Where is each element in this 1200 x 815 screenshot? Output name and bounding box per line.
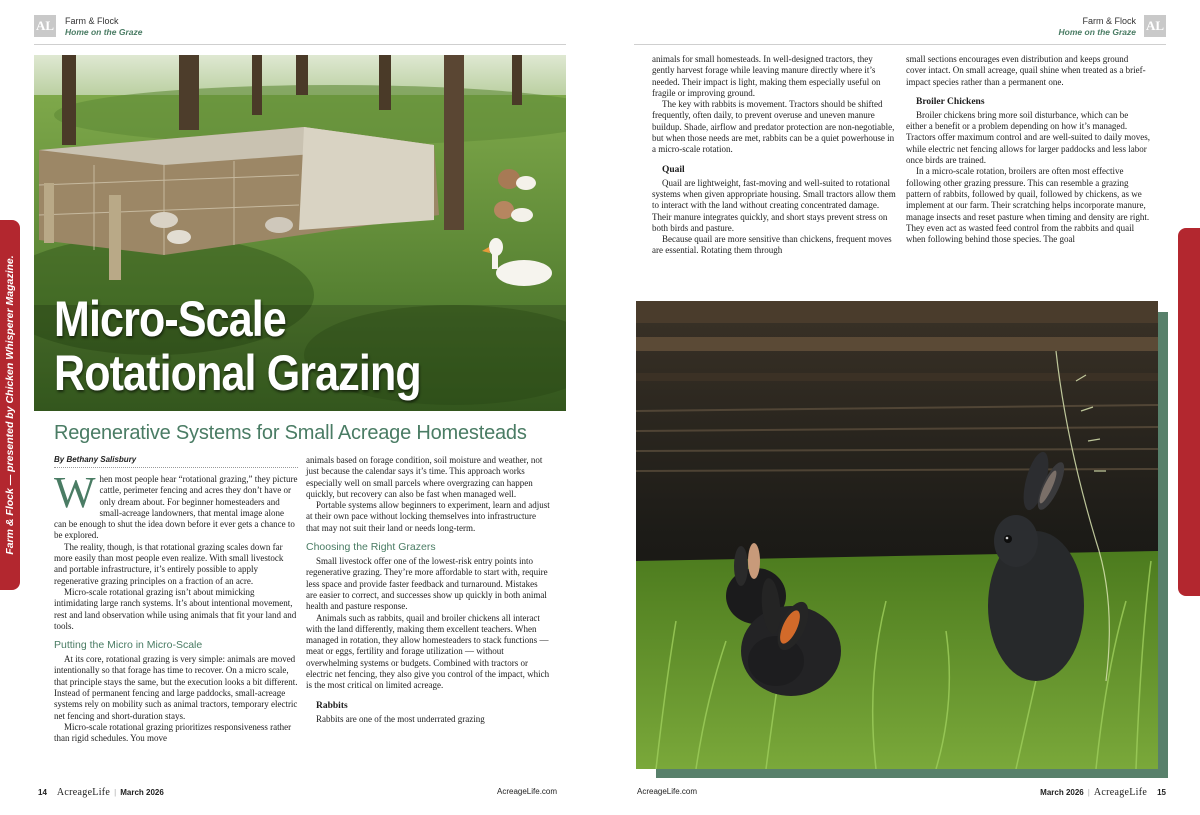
section-heading: Choosing the Right Grazers — [306, 541, 436, 554]
paragraph: In a micro-scale rotation, broilers are often most effective following other grazing pressure. This can resemble a grazing pattern of rabbits, followed by quail, followed by chickens, as we implement at our farm. Their scratching helps incorporate manure, manage insects and reset pasture when timing and density are right. They even act as wasted feed control from the rabbits and quail when following behind those species. The goal — [906, 166, 1150, 245]
rabbit-photo — [636, 301, 1158, 769]
paragraph: small sections encourages even distribution and keeps ground cover intact. On small acreage, quail shine when treated as a brief-impact species rather than a permanent one. — [906, 54, 1146, 87]
footer-brand: AcreageLife — [1093, 787, 1148, 798]
paragraph: Portable systems allow beginners to experiment, learn and adjust at their own pace without locking themselves into infrastructure that may not suit their land or needs long-term. — [306, 500, 550, 533]
paragraph: Rabbits are one of the most underrated grazing — [316, 713, 485, 724]
footer-brand: AcreageLife — [56, 787, 111, 798]
text-column-4 — [906, 54, 1150, 245]
subsection-heading: Broiler Chickens — [916, 96, 985, 107]
paragraph: Animals such as rabbits, quail and broiler chickens all interact with the land differently, making them excellent teachers. When managed in rotation, they allow homesteaders to stack functions — meat or eggs, fertility and forage utilization — without overwhelming systems or budgets. Combined with tractors or electric net fencing, they also give you control of the impact, which is the most critical on limited acreage. — [306, 612, 550, 691]
article-title-line1: Micro-Scale — [54, 291, 286, 347]
subsection-heading: Quail — [662, 164, 685, 175]
paragraph: Because quail are more sensitive than chickens, frequent moves are essential. Rotating them through — [652, 234, 892, 256]
header-rule — [634, 44, 1166, 45]
footer-right: March 2026 | AcreageLife 15 — [1040, 787, 1166, 798]
section-name: Farm & Flock — [1082, 16, 1136, 26]
side-tab-text: Farm & Flock — presented by Chicken Whisperer Magazine. — [4, 255, 16, 555]
paragraph: At its core, rotational grazing is very simple: animals are moved intentionally so that forage has time to recover. On a micro scale, that principle stays the same, but the execution looks a bit different. Instead of permanent fencing and large paddocks, small-acreage systems rely on mobility such as animal tractors, temporary electric net fencing and short-duration stays. — [54, 654, 298, 721]
footer-website-right: AcreageLife.com — [637, 787, 698, 796]
page-number: 14 — [38, 788, 47, 797]
article-title — [54, 292, 421, 400]
paragraph: Quail are lightweight, fast-moving and well-suited to rotational systems when given appropriate housing. Small tractors allow them to interact with the land without creating concentrated damage. Their manure integrates quickly, and short stays prevent stress on both birds and pasture. — [652, 177, 896, 233]
footer-date: March 2026 — [120, 788, 164, 797]
section-heading: Putting the Micro in Micro-Scale — [54, 639, 203, 652]
magazine-logo: AL — [1144, 15, 1166, 37]
subsection-heading: Rabbits — [316, 700, 348, 711]
text-column-2 — [306, 455, 550, 725]
header-rule — [34, 44, 566, 45]
paragraph: animals for small homesteads. In well-designed tractors, they gently harvest forage while leaving manure directly where it’s needed. Their impact is light, making them especially useful on fragile or improving ground. — [652, 54, 881, 98]
byline: By Bethany Salisbury — [54, 455, 298, 468]
text-column-3 — [652, 54, 896, 257]
article-subtitle: Regenerative Systems for Small Acreage Homesteads — [54, 422, 527, 444]
paragraph: Micro-scale rotational grazing prioritizes responsiveness rather than rigid schedules. You move — [54, 721, 292, 744]
drop-cap: W — [54, 468, 96, 517]
paragraph: Small livestock offer one of the lowest-risk entry points into regenerative grazing. They’re more affordable to start with, require less space and provide faster feedback and turnaround. Mistakes are easier to correct, and successes show up quickly in both animal health and pasture response. — [306, 556, 548, 612]
magazine-logo: AL — [34, 15, 56, 37]
paragraph: Broiler chickens bring more soil disturbance, which can be either a benefit or a problem depending on how it’s managed. Tractors offer maximum control and are well-suited to daily moves, while electric net fencing allows for larger paddocks and less labor once birds are trained. — [906, 109, 1150, 166]
text-column-1 — [54, 468, 298, 745]
paragraph: The key with rabbits is movement. Tractors should be shifted frequently, often daily, to prevent overuse and uneven manure buildup. Shade, airflow and predator protection are non-negotiable, but when those needs are met, rabbits can be a quiet powerhouse in a micro-scale rotation. — [652, 99, 895, 155]
side-tab-right — [1178, 228, 1200, 596]
paragraph: Micro-scale rotational grazing isn’t about mimicking intimidating large ranch systems. It’s about intentional movement, rest and land observation while using animals that fit your land and tools. — [54, 586, 297, 631]
subsection-name: Home on the Graze — [65, 27, 143, 37]
subsection-name: Home on the Graze — [1058, 27, 1136, 37]
section-header — [65, 16, 142, 38]
footer-left: 14 AcreageLife | March 2026 — [38, 787, 164, 798]
paragraph: When most people hear “rotational grazing,” they picture cattle, perimeter fencing and acres they don’t have or only dream about. For beginner homesteaders and small-acreage landowners, that mental image alone can be enough to shut the idea down before it ever gets a chance to be explored. — [54, 468, 298, 541]
article-title-line2: Rotational Grazing — [54, 345, 421, 401]
paragraph: animals based on forage condition, soil moisture and weather, not just because the calendar says it’s time. This approach works especially well on small parcels where overgrazing can happen quickly, but recovery can also be fast when managed well. — [306, 455, 543, 499]
page-number: 15 — [1157, 788, 1166, 797]
paragraph: The reality, though, is that rotational grazing scales down far more easily than most people even realize. With small livestock and portable infrastructure, it’s entirely possible to apply regenerative grazing principles on a fraction of an acre. — [54, 541, 284, 586]
footer-date: March 2026 — [1040, 788, 1084, 797]
footer-website-left: AcreageLife.com — [497, 787, 558, 796]
section-name: Farm & Flock — [65, 16, 119, 26]
rabbit-photo-illustration — [636, 301, 1158, 769]
section-header — [1059, 16, 1136, 38]
